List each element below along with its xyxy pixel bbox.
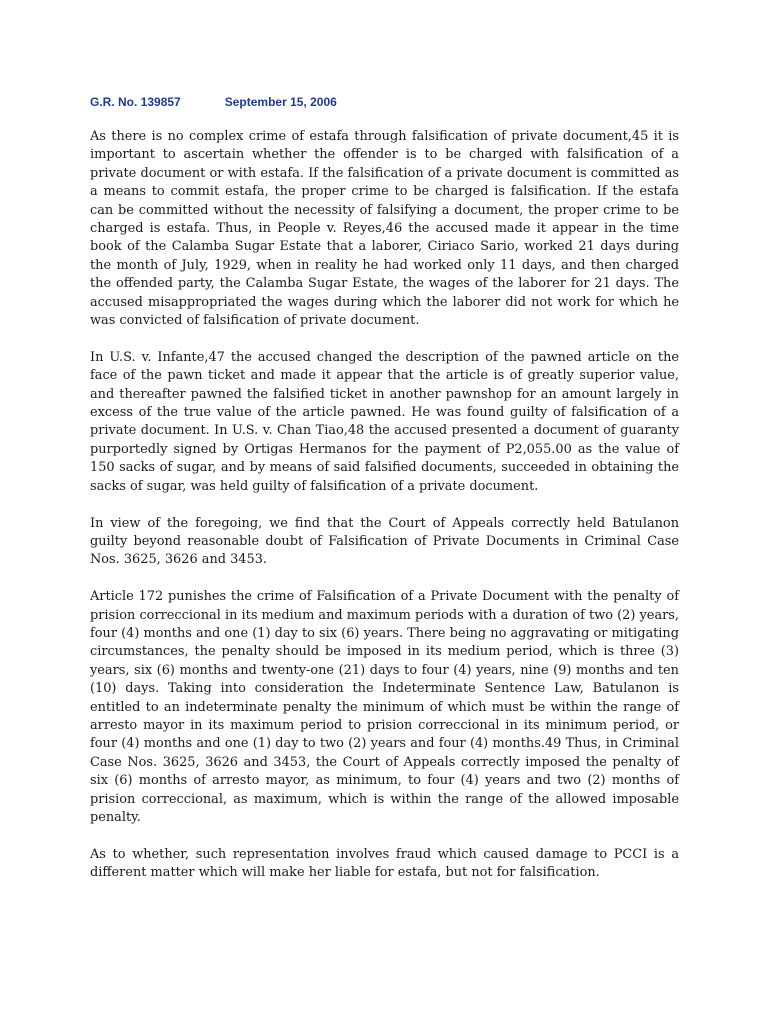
paragraph-complex-crime: As there is no complex crime of estafa through falsification of private document,45 it is important to ascertain whether the offender is to be charged with falsification of a private document or with estafa. If the falsification of a private document is committed as a means to commit estafa, the proper crime to be charged is falsification. If the estafa can be committed without the necessity of falsifying a document, the proper crime to be charged is estafa. Thus, in People v. Reyes,46 the accused made it appear in the time book of the Calamba Sugar Estate that a laborer, Ciriaco Sario, worked 21 days during the month of July, 1929, when in reality he had worked only 11 days, and then charged the offended party, the Calamba Sugar Estate, the wages of the laborer for 21 days. The accused misappropriated the wages during which the laborer did not work for which he was convicted of falsification of private document. — [90, 129, 679, 329]
case-header — [90, 94, 679, 110]
paragraph-us-v-infante: In U.S. v. Infante,47 the accused changed the description of the pawned article on the face of the pawn ticket and made it appear that the article is of greatly superior value, and thereafter pawned the falsified ticket in another pawnshop for an amount largely in excess of the true value of the article pawned. He was found guilty of falsification of a private document. In U.S. v. Chan Tiao,48 the accused presented a document of guaranty purportedly signed by Ortigas Hermanos for the payment of P2,055.00 as the value of 150 sacks of sugar, and by means of said falsified documents, succeeded in obtaining the sacks of sugar, was held guilty of falsification of a private document. — [90, 349, 679, 494]
paragraph-article-172: Article 172 punishes the crime of Falsification of a Private Document with the penalty of prision correccional in its medium and maximum periods with a duration of two (2) years, four (4) months and one (1) day to six (6) years. There being no aggravating or mitigating circumstances, the penalty should be imposed in its medium period, which is three (3) years, six (6) months and twenty-one (21) days to four (4) years, nine (9) months and ten (10) days. Taking into consideration the Indeterminate Sentence Law, Batulanon is entitled to an indeterminate penalty the minimum of which must be within the range of arresto mayor in its maximum period to prision correccional in its minimum period, or four (4) months and one (1) day to two (2) years and four (4) months.49 Thus, in Criminal Case Nos. 3625, 3626 and 3453, the Court of Appeals correctly imposed the penalty of six (6) months of arresto mayor, as minimum, to four (4) years and two (2) months of prision correccional, as maximum, which is within the range of the allowed imposable penalty. — [90, 589, 679, 825]
decision-date: September 15, 2006 — [224, 95, 337, 109]
document-page — [90, 94, 679, 883]
paragraph-court-finding: In view of the foregoing, we find that the Court of Appeals correctly held Batulanon guilty beyond reasonable doubt of Falsification of Private Documents in Criminal Case Nos. 3625, 3626 and 3453. — [90, 515, 679, 568]
case-number: G.R. No. 139857 — [90, 95, 181, 109]
paragraph-fraud-damage: As to whether, such representation involves fraud which caused damage to PCCI is a different matter which will make her liable for estafa, but not for falsification. — [90, 846, 679, 881]
